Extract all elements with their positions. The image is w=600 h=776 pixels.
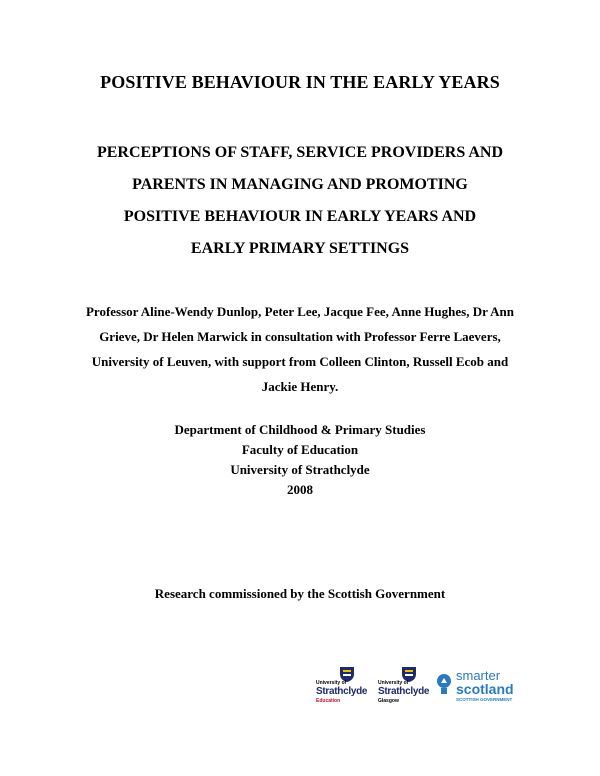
lightbulb-icon [436,671,452,703]
logo-strip [316,665,526,705]
author-line: Jackie Henry. [261,379,339,394]
author-line: Grieve, Dr Helen Marwick in consultation with Professor Ferre Laevers, [99,329,501,344]
author-list [0,299,600,399]
logo-sub-text: Education [316,698,341,704]
university-name: University of Strathclyde [230,462,370,477]
faculty-name: Faculty of Education [241,442,359,457]
publication-year: 2008 [287,482,313,497]
strathclyde-glasgow-logo [378,665,436,705]
author-line: Professor Aline-Wendy Dunlop, Peter Lee, Jacque Fee, Anne Hughes, Dr Ann [85,304,515,319]
logo-top-text: University of [316,680,347,686]
subtitle-line: EARLY PRIMARY SETTINGS [190,240,410,257]
strathclyde-education-logo [316,665,374,705]
logo-sub-text: Glasgow [378,698,399,704]
subtitle-line: POSITIVE BEHAVIOUR IN EARLY YEARS AND [123,208,477,225]
logo-name-text: Strathclyde [316,686,368,697]
logo-name-text: Strathclyde [378,686,430,697]
author-line: University of Leuven, with support from Colleen Clinton, Russell Ecob and [91,354,509,369]
logo-line2-text: scotland [456,681,514,697]
logo-line3-text: SCOTTISH GOVERNMENT [456,697,513,702]
affiliation-block [0,420,600,500]
department-name: Department of Childhood & Primary Studies [174,422,426,437]
document-title: POSITIVE BEHAVIOUR IN THE EARLY YEARS [100,72,500,92]
logo-top-text: University of [378,680,409,686]
subtitle-line: PARENTS IN MANAGING AND PROMOTING [132,176,468,193]
commission-note: Research commissioned by the Scottish Government [154,586,446,601]
smarter-scotland-logo [436,665,526,705]
subtitle-line: PERCEPTIONS OF STAFF, SERVICE PROVIDERS AND [96,144,504,161]
document-subtitle [0,137,600,265]
logo-line1-text: smarter [456,668,501,683]
